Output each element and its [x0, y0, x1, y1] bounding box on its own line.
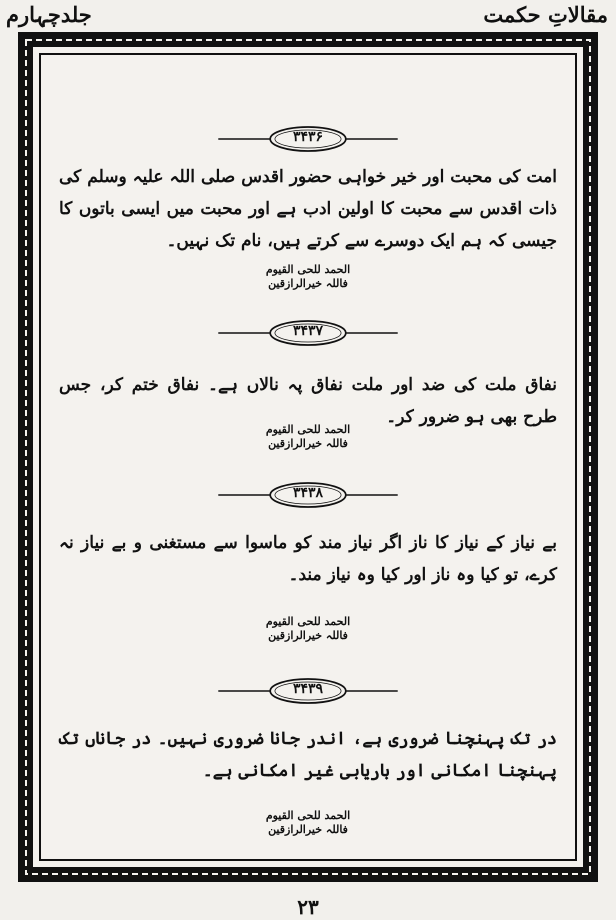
page-content	[53, 47, 563, 867]
entry-text: در تک پہنچنا ضروری ہے، اندر جانا ضروری نہیں۔ در جاناں تک پہنچنا امکانی اور باریابی غیر امکانی ہے۔	[59, 729, 557, 781]
book-title: مقالاتِ حکمت	[483, 2, 608, 27]
signature-line-2: فاللہ خیرالرازقین	[268, 629, 348, 642]
entry-number-ornament	[53, 677, 563, 705]
signature-line-2: فاللہ خیرالرازقین	[268, 823, 348, 836]
signature-line-1: الحمد للحی القیوم	[265, 263, 351, 276]
entry-number: ۳۴۳۸	[292, 485, 324, 501]
entry-text: نفاق ملت کی ضد اور ملت نفاق پہ نالاں ہے۔ نفاق ختم کر، جس طرح بھی ہو ضرور کر۔	[59, 375, 557, 427]
signature-line-2: فاللہ خیرالرازقین	[268, 437, 348, 450]
entry-number-ornament	[53, 319, 563, 347]
page-number: ۲۳	[297, 895, 319, 919]
volume-label: جلدچہارم	[6, 2, 92, 27]
signature-line-1: الحمد للحی القیوم	[265, 615, 351, 628]
entry-number: ۳۴۳۹	[292, 681, 324, 697]
signature-block	[53, 615, 563, 643]
signature-line-2: فاللہ خیرالرازقین	[268, 277, 348, 290]
entry-text: بے نیاز کے نیاز کا ناز اگر نیاز مند کو ماسوا سے مستغنی و بے نیاز نہ کرے، تو کیا وہ ناز اور کیا وہ نیاز مند۔	[59, 533, 557, 585]
signature-block	[53, 423, 563, 451]
entry-number: ۳۴۳۶	[292, 129, 324, 145]
entry-number-ornament	[53, 125, 563, 153]
ornamental-frame	[18, 32, 598, 882]
entry-number: ۳۴۳۷	[292, 323, 324, 339]
signature-line-1: الحمد للحی القیوم	[265, 809, 351, 822]
signature-block	[53, 809, 563, 837]
entry-text: امت کی محبت اور خیر خواہی حضور اقدس صلی اللہ علیہ وسلم کی ذات اقدس سے محبت کا اولین ادب ہے اور محبت میں ایسی باتوں کا جیسی کہ ہم ایک دوسرے سے کرتے ہیں، نام تک نہیں۔	[59, 167, 557, 251]
signature-block	[53, 263, 563, 291]
signature-line-1: الحمد للحی القیوم	[265, 423, 351, 436]
entry-number-ornament	[53, 481, 563, 509]
